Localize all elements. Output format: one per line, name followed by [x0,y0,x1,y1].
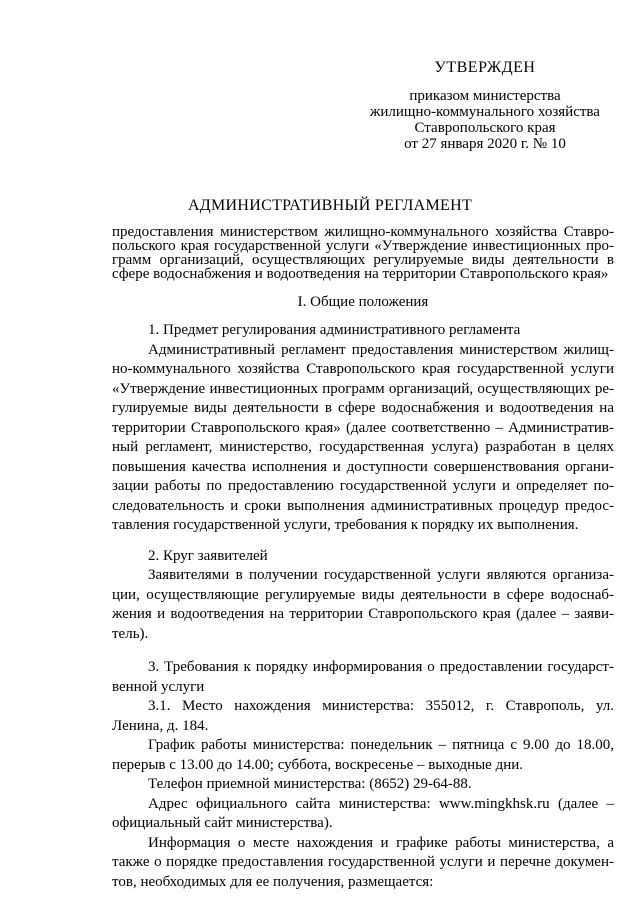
approval-line: Ставропольского края [414,120,556,136]
approval-line: приказом министерства [409,88,561,104]
section-title: I. Общие положения [297,294,429,310]
document-subtitle: предоставления министерством жилищно-коммунального хозяйства Ставропольского края государственной услуги «Утверждение инвестиционных программ организаций, осуществляющих регулируемые виды деятельности в сфере водоснабжения и водоотведения на территории Ставропольского края» [112,224,614,282]
paragraph-heading: 2. Круг заявителей [148,547,268,564]
paragraph: Заявителями в получении государственной услуги являются организации, осуществляющие регулируемые виды деятельности в сфере водоснабжения и водоотведения на территории Ставропольского края (далее – заявитель). [112,567,614,642]
approval-title: УТВЕРЖДЕН [434,59,536,76]
paragraph: Информация о месте нахождения и графике работы министерства, а также о порядке предоставления государственной услуги и перечне документов, необходимых для ее получения, размещается: [112,834,614,890]
paragraph-heading: 1. Предмет регулирования административного регламента [148,322,521,338]
document-body [112,321,614,892]
paragraph: График работы министерства: понедельник – пятница с 9.00 до 18.00, перерыв с 13.00 до 14.00; суббота, воскресенье – выходные дни. [112,737,614,773]
document-title: АДМИНИСТРАТИВНЫЙ РЕГЛАМЕНТ [187,197,473,214]
paragraph: Административный регламент предоставления министерством жилищно-коммунального хозяйства Ставропольского края государственной услуги «Утверждение инвестиционных программ организаций, осуществляющих регулируемые виды деятельности в сфере водоснабжения и водоотведения на территории Ставропольского края» (далее соответственно – Административный регламент, министерство, государственная услуга) разработан в целях повышения качества исполнения и доступности совершенствования организации работы по предоставлению государственной услуги и определяет последовательность и сроки выполнения административных процедур предоставления государственной услуги, требования к порядку их выполнения. [112,341,614,533]
approval-block [360,60,610,152]
paragraph: Адрес официального сайта министерства: www.mingkhsk.ru (далее – официальный сайт министерства). [112,795,614,831]
paragraph: 3.1. Место нахождения министерства: 355012, г. Ставрополь, ул. Ленина, д. 184. [112,698,614,734]
approval-line: жилищно-коммунального хозяйства [370,104,600,120]
paragraph-heading: 3. Требования к порядку информирования о предоставлении государственной услуги [112,659,614,695]
paragraph: Телефон приемной министерства: (8652) 29-64-88. [148,776,472,792]
approval-date: от 27 января 2020 г. № 10 [404,136,566,152]
